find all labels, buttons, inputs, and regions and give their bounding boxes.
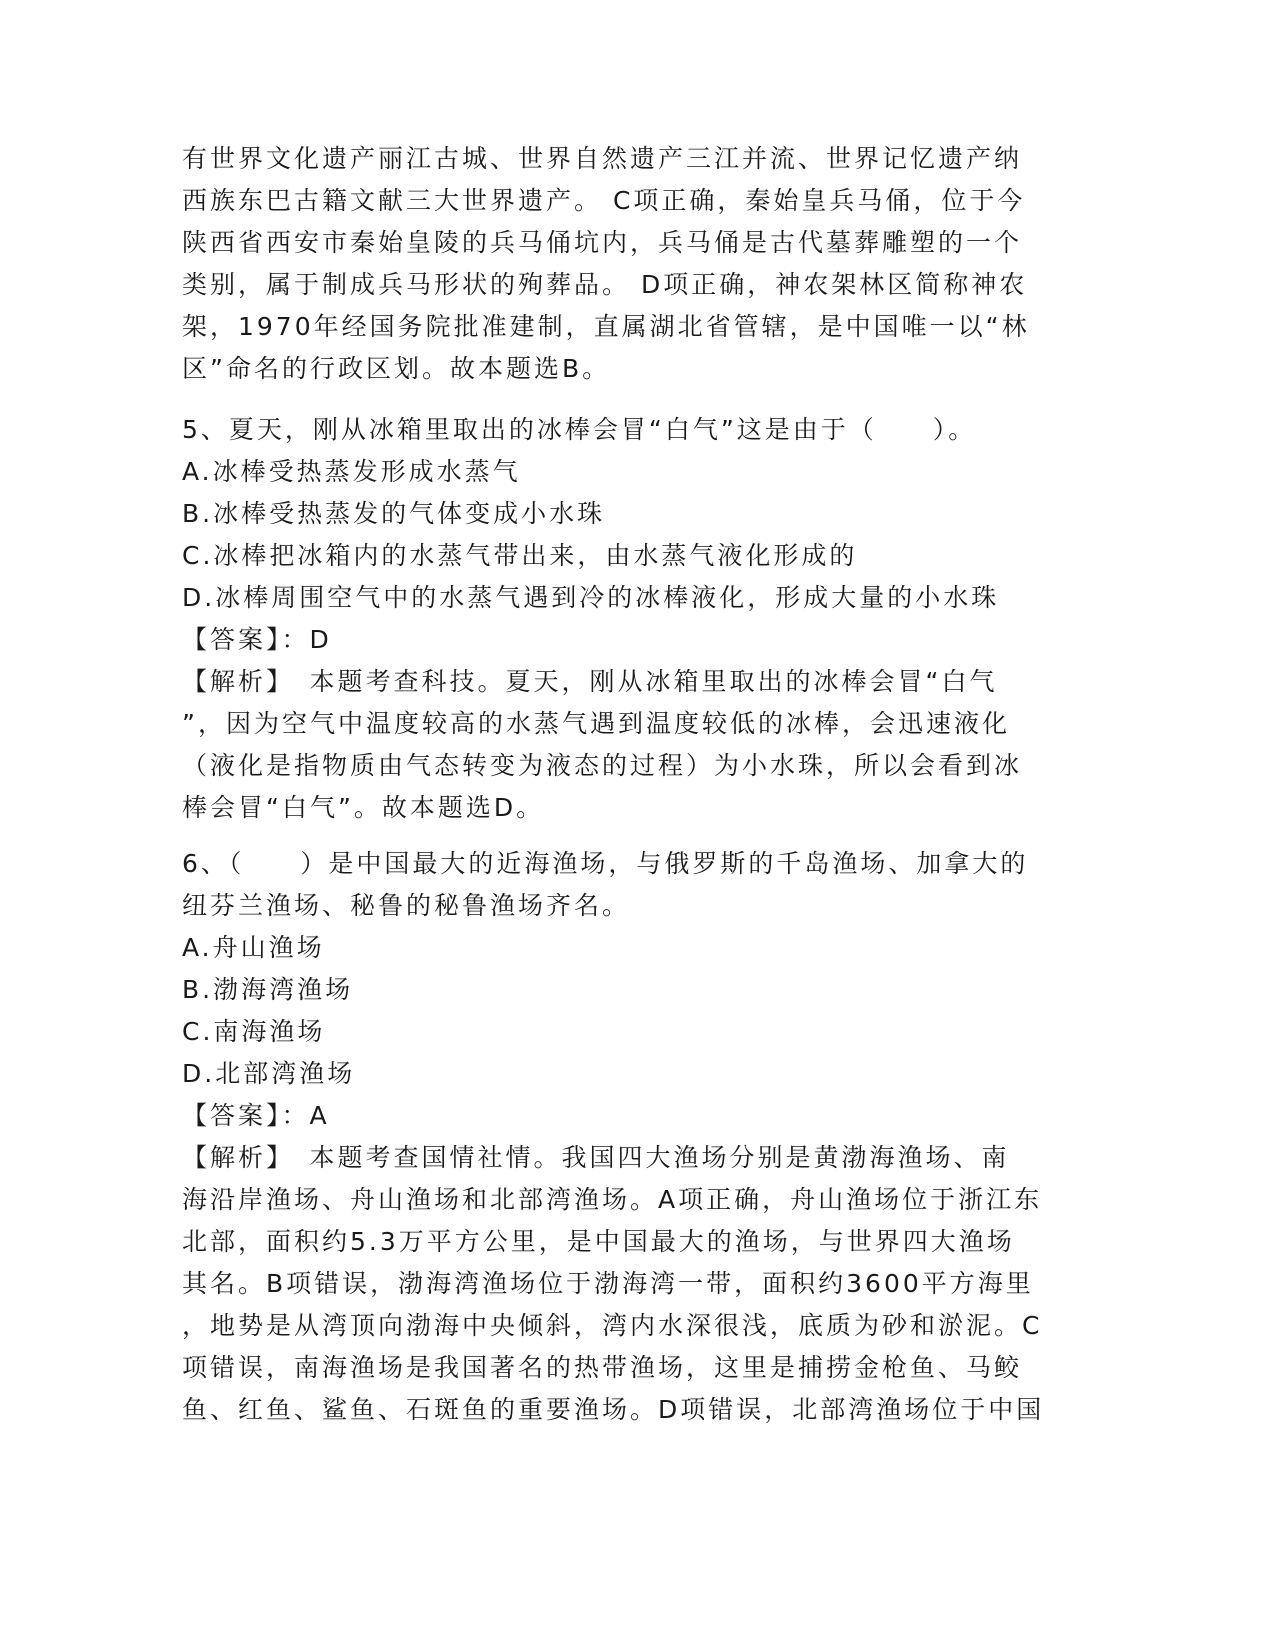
analysis-line: ”，因为空气中温度较高的水蒸气遇到温度较低的冰棒，会迅速液化	[182, 709, 1010, 738]
text-line: 陕西省西安市秦始皇陵的兵马俑坑内，兵马俑是古代墓葬雕塑的一个	[182, 228, 1023, 257]
option-d: D.冰棒周围空气中的水蒸气遇到冷的冰棒液化，形成大量的小水珠	[182, 583, 1000, 612]
option-c: C.南海渔场	[182, 1017, 326, 1046]
previous-analysis-continuation	[182, 138, 1062, 390]
text-line: 类别，属于制成兵马形状的殉葬品。 D项正确，神农架林区简称神农	[182, 270, 1028, 299]
analysis-line: 海沿岸渔场、舟山渔场和北部湾渔场。A项正确，舟山渔场位于浙江东	[182, 1185, 1043, 1214]
option-b: B.渤海湾渔场	[182, 975, 354, 1004]
option-c: C.冰棒把冰箱内的水蒸气带出来，由水蒸气液化形成的	[182, 541, 858, 570]
analysis-line: 其名。B项错误，渤海湾渔场位于渤海湾一带，面积约3600平方海里	[182, 1269, 1034, 1298]
question-stem: 纽芬兰渔场、秘鲁的秘鲁渔场齐名。	[182, 891, 631, 920]
text-line: 架，1970年经国务院批准建制，直属湖北省管辖，是中国唯一以“林	[182, 312, 1030, 341]
analysis-line: 鱼、红鱼、鲨鱼、石斑鱼的重要渔场。D项错误，北部湾渔场位于中国	[182, 1395, 1045, 1424]
text-line: 西族东巴古籍文献三大世界遗产。 C项正确，秦始皇兵马俑，位于今	[182, 186, 1026, 215]
analysis-line: 北部，面积约5.3万平方公里，是中国最大的渔场，与世界四大渔场	[182, 1227, 1015, 1256]
text-line: 区”命名的行政区划。故本题选B。	[182, 354, 611, 383]
question-5	[182, 409, 1062, 829]
analysis-line: 项错误，南海渔场是我国著名的热带渔场，这里是捕捞金枪鱼、马鲛	[182, 1353, 1023, 1382]
analysis-line: 棒会冒“白气”。故本题选D。	[182, 793, 545, 822]
analysis-line: 【解析】 本题考查科技。夏天，刚从冰箱里取出的冰棒会冒“白气	[182, 667, 998, 696]
option-b: B.冰棒受热蒸发的气体变成小水珠	[182, 499, 606, 528]
analysis-line: ，地势是从湾顶向渤海中央倾斜，湾内水深很浅，底质为砂和淤泥。C	[182, 1311, 1043, 1340]
question-6	[182, 843, 1062, 1431]
question-stem: 6、（ ）是中国最大的近海渔场，与俄罗斯的千岛渔场、加拿大的	[182, 849, 1029, 878]
analysis-line: （液化是指物质由气态转变为液态的过程）为小水珠，所以会看到冰	[182, 751, 1023, 780]
answer-line: 【答案】：A	[182, 1101, 330, 1130]
analysis-line: 【解析】 本题考查国情社情。我国四大渔场分别是黄渤海渔场、南	[182, 1143, 1010, 1172]
option-a: A.冰棒受热蒸发形成水蒸气	[182, 457, 521, 486]
option-a: A.舟山渔场	[182, 933, 325, 962]
answer-line: 【答案】：D	[182, 625, 332, 654]
text-line: 有世界文化遗产丽江古城、世界自然遗产三江并流、世界记忆遗产纳	[182, 144, 1023, 173]
option-d: D.北部湾渔场	[182, 1059, 356, 1088]
question-stem: 5、夏天，刚从冰箱里取出的冰棒会冒“白气”这是由于（ ）。	[182, 415, 977, 444]
